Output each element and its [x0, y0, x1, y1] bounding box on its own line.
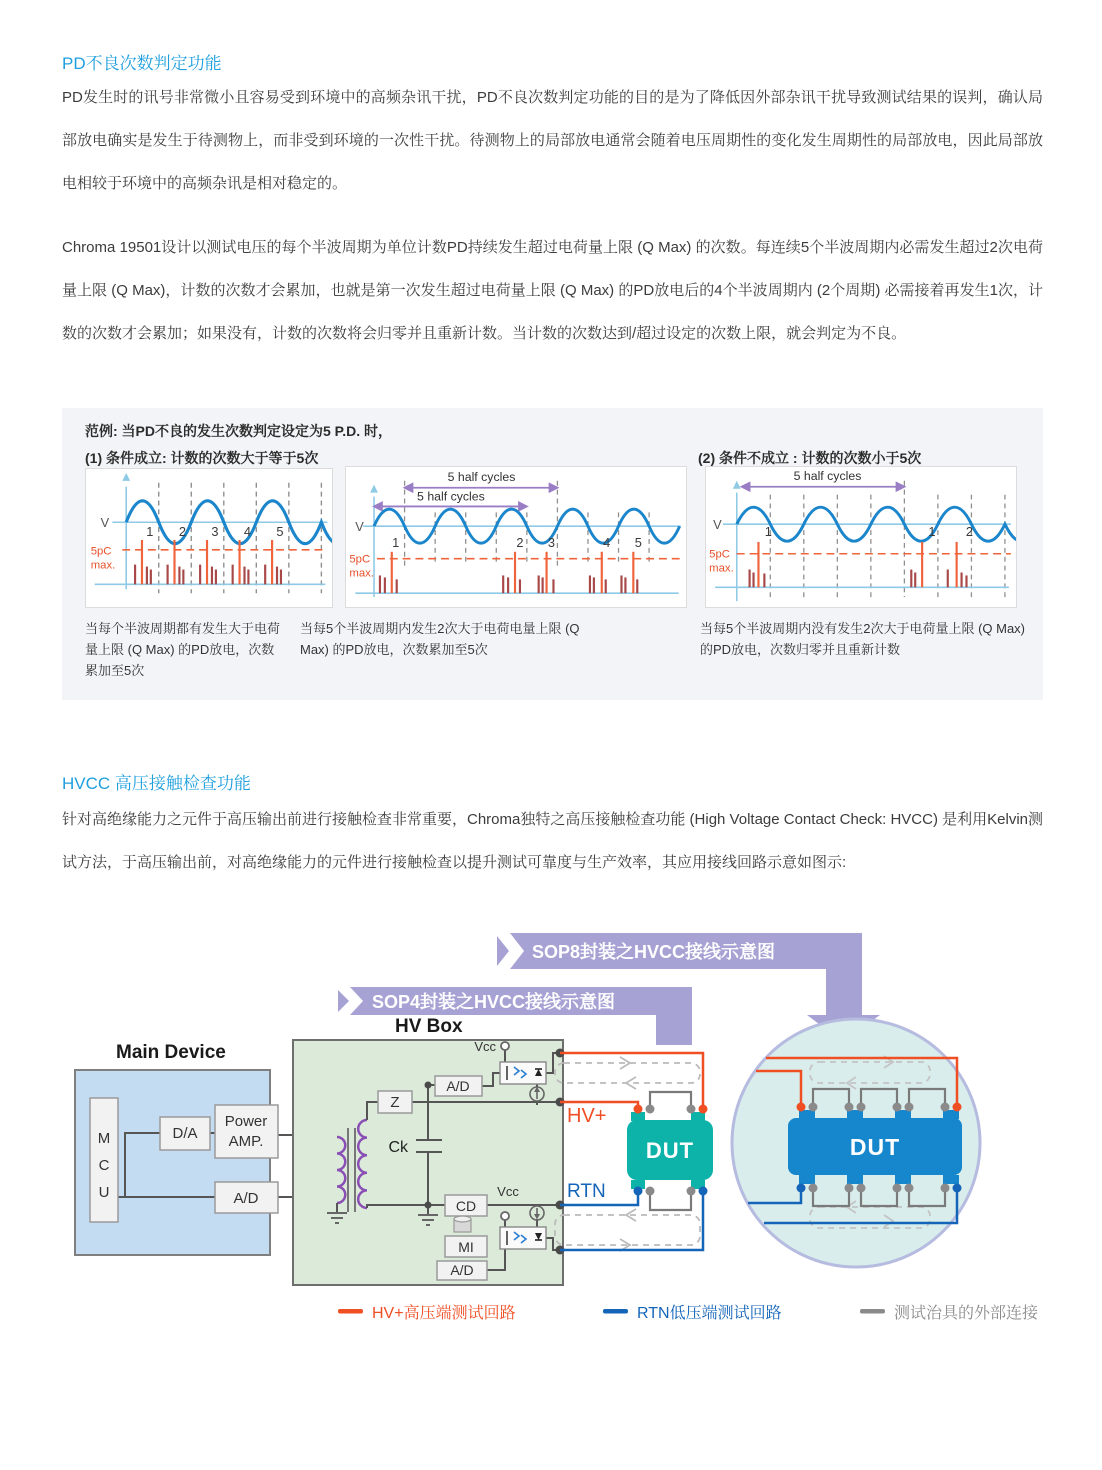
banner-sop4-label: SOP4封装之HVCC接线示意图 — [372, 992, 616, 1012]
five-half-cycle-arrows — [742, 483, 905, 491]
svg-text:4: 4 — [603, 534, 611, 550]
svg-text:1: 1 — [764, 524, 772, 540]
five-half-cycles-label-bottom: 5 half cycles — [417, 489, 485, 504]
vcc-top-terminal — [501, 1042, 509, 1050]
mcu-letter-m: M — [97, 1130, 111, 1147]
pd-spikes-small — [380, 575, 637, 593]
pd-paragraph-2: Chroma 19501设计以测试电压的每个半波周期为单位计数PD持续发生超过电荷量上限 (Q Max) 的次数。每连续5个半波周期内必需发生超过2次电荷量上限 (Q Max)，计数的次数才会累加，也就是第一次发生超过电荷量上限 (Q Max) 的PD放电后的4个半波周期内 (2个周期) 必需接着再发生1次，计数的次数才会累加；如果没有，计数的次数将会归零并且重新计数。当计数的次数达到/超过设定的次数上限，就会判定为不良。 — [62, 239, 1043, 342]
z-label: Z — [390, 1094, 400, 1111]
da-label: D/A — [172, 1125, 198, 1142]
legend-hv-dash — [338, 1309, 363, 1314]
sop4-rtn-wires — [560, 1195, 703, 1250]
axis-arrowhead — [733, 481, 741, 489]
pd-spikes-tall — [142, 540, 272, 584]
legend-hv-label: HV+高压端测试回路 — [372, 1305, 516, 1322]
svg-text:5: 5 — [634, 534, 642, 550]
panel-caption-3: 当每5个半波周期内没有发生2次大于电荷量上限 (Q Max) 的PD放电，次数归零并且重新计数 — [700, 621, 1026, 657]
svg-text:1: 1 — [146, 524, 154, 540]
mi-label: MI — [458, 1239, 474, 1255]
rtn-label: RTN — [567, 1181, 606, 1202]
example-condition-2: (2) 条件不成立 : 计数的次数小于5次 — [698, 450, 922, 466]
sop4-dut-area — [555, 1053, 713, 1251]
threshold-label-2: max. — [90, 559, 116, 572]
hvcc-paragraph: 针对高绝缘能力之元件于高压输出前进行接触检查非常重要，Chroma独特之高压接触检查功能 (High Voltage Contact Check: HVCC) 是利用Kelvin测试方法，于高压输出前，对高绝缘能力的元件进行接触检查以提升测试可靠度与生产效率，其应用接线回路示意如图示: — [62, 811, 1043, 871]
svg-text:2: 2 — [178, 524, 186, 540]
ad-main-label: A/D — [233, 1190, 259, 1207]
example-title: 范例: 当PD不良的发生次数判定设定为5 P.D. 时， — [85, 423, 392, 439]
five-half-cycles-label-top: 5 half cycles — [447, 469, 516, 484]
pd-section-heading: PD不良次数判定功能 — [62, 54, 222, 73]
ck-label: Ck — [388, 1139, 408, 1156]
svg-text:2: 2 — [965, 524, 974, 540]
panel-caption-1: 当每个半波周期都有发生大于电荷量上限 (Q Max) 的PD放电，次数累加至5次 — [85, 621, 281, 678]
pd-spikes-small — [750, 570, 967, 588]
sop4-dut-label: DUT — [645, 1138, 695, 1163]
legend-rtn-dash — [603, 1309, 628, 1314]
five-half-cycles-label: 5 half cycles — [793, 468, 862, 483]
legend-external-dash — [860, 1309, 885, 1314]
diagram-legend — [338, 1303, 1039, 1322]
threshold-label-1: 5pC — [90, 545, 112, 558]
svg-text:4: 4 — [243, 524, 252, 540]
ad-bottom-label: A/D — [450, 1262, 474, 1278]
svg-text:5: 5 — [276, 524, 284, 540]
mcu-letter-u: U — [98, 1184, 110, 1201]
power-amp-label-1: Power — [224, 1113, 268, 1130]
axis-arrowhead — [370, 485, 378, 493]
example-condition-1: (1) 条件成立: 计数的次数大于等于5次 — [85, 450, 319, 466]
svg-text:3: 3 — [547, 534, 556, 550]
waveform-panel-1 — [85, 468, 333, 608]
cd-label: CD — [455, 1198, 477, 1214]
junction-dot — [425, 1082, 432, 1089]
threshold-label-1: 5pC — [709, 548, 730, 561]
legend-external-label: 测试治具的外部连接 — [894, 1305, 1039, 1322]
svg-text:3: 3 — [211, 524, 219, 540]
v-axis-label: V — [100, 515, 110, 531]
vcc-bottom-terminal — [501, 1212, 509, 1220]
mcu-letter-c: C — [98, 1157, 110, 1174]
svg-text:2: 2 — [516, 534, 524, 550]
ad-top-label: A/D — [446, 1078, 470, 1094]
threshold-label-1: 5pC — [349, 553, 371, 566]
v-axis-label: V — [355, 519, 364, 535]
svg-text:1: 1 — [928, 524, 936, 540]
legend-rtn-label: RTN低压端测试回路 — [637, 1305, 782, 1322]
threshold-label-2: max. — [709, 562, 734, 575]
pd-spikes-tall — [758, 542, 956, 587]
banner-sop4 — [338, 987, 692, 1045]
ct-cylinder — [454, 1216, 471, 1232]
main-device-title: Main Device — [116, 1042, 226, 1063]
vcc-top-label: Vcc — [474, 1039, 496, 1054]
sop8-dut-label: DUT — [849, 1134, 901, 1160]
v-axis-label: V — [713, 517, 722, 533]
hv-box-title: HV Box — [395, 1016, 463, 1037]
power-amp-label-2: AMP. — [228, 1133, 264, 1150]
hvcc-circuit-diagram — [50, 925, 1060, 1345]
svg-text:1: 1 — [392, 534, 400, 550]
hv-box-block — [293, 1039, 565, 1285]
banner-sop8-label: SOP8封装之HVCC接线示意图 — [532, 942, 776, 962]
pd-paragraph-1: PD发生时的讯号非常微小且容易受到环境中的高频杂讯干扰，PD不良次数判定功能的目的是为了降低因外部杂讯干扰导致测试结果的误判，确认局部放电确实是发生于待测物上，而非受到环境的一次性干扰。待测物上的局部放电通常会随着电压周期性的变化发生周期性的局部放电，因此局部放电相较于环境中的高频杂讯是相对稳定的。 — [62, 89, 1043, 192]
threshold-label-2: max. — [349, 567, 374, 580]
waveform-panel-2 — [345, 466, 687, 608]
junction-dot — [425, 1202, 432, 1209]
waveform-panel-3 — [705, 466, 1017, 608]
hvcc-section-heading: HVCC 高压接触检查功能 — [62, 774, 251, 793]
pd-example-box — [62, 408, 1043, 700]
sop8-inset — [732, 1019, 980, 1267]
hv-plus-label: HV+ — [567, 1105, 607, 1127]
panel-caption-2: 当每5个半波周期内发生2次大于电荷电量上限 (Q Max) 的PD放电，次数累加至5次 — [300, 621, 580, 657]
vcc-bottom-label: Vcc — [497, 1184, 519, 1199]
axis-arrowhead — [122, 473, 130, 481]
